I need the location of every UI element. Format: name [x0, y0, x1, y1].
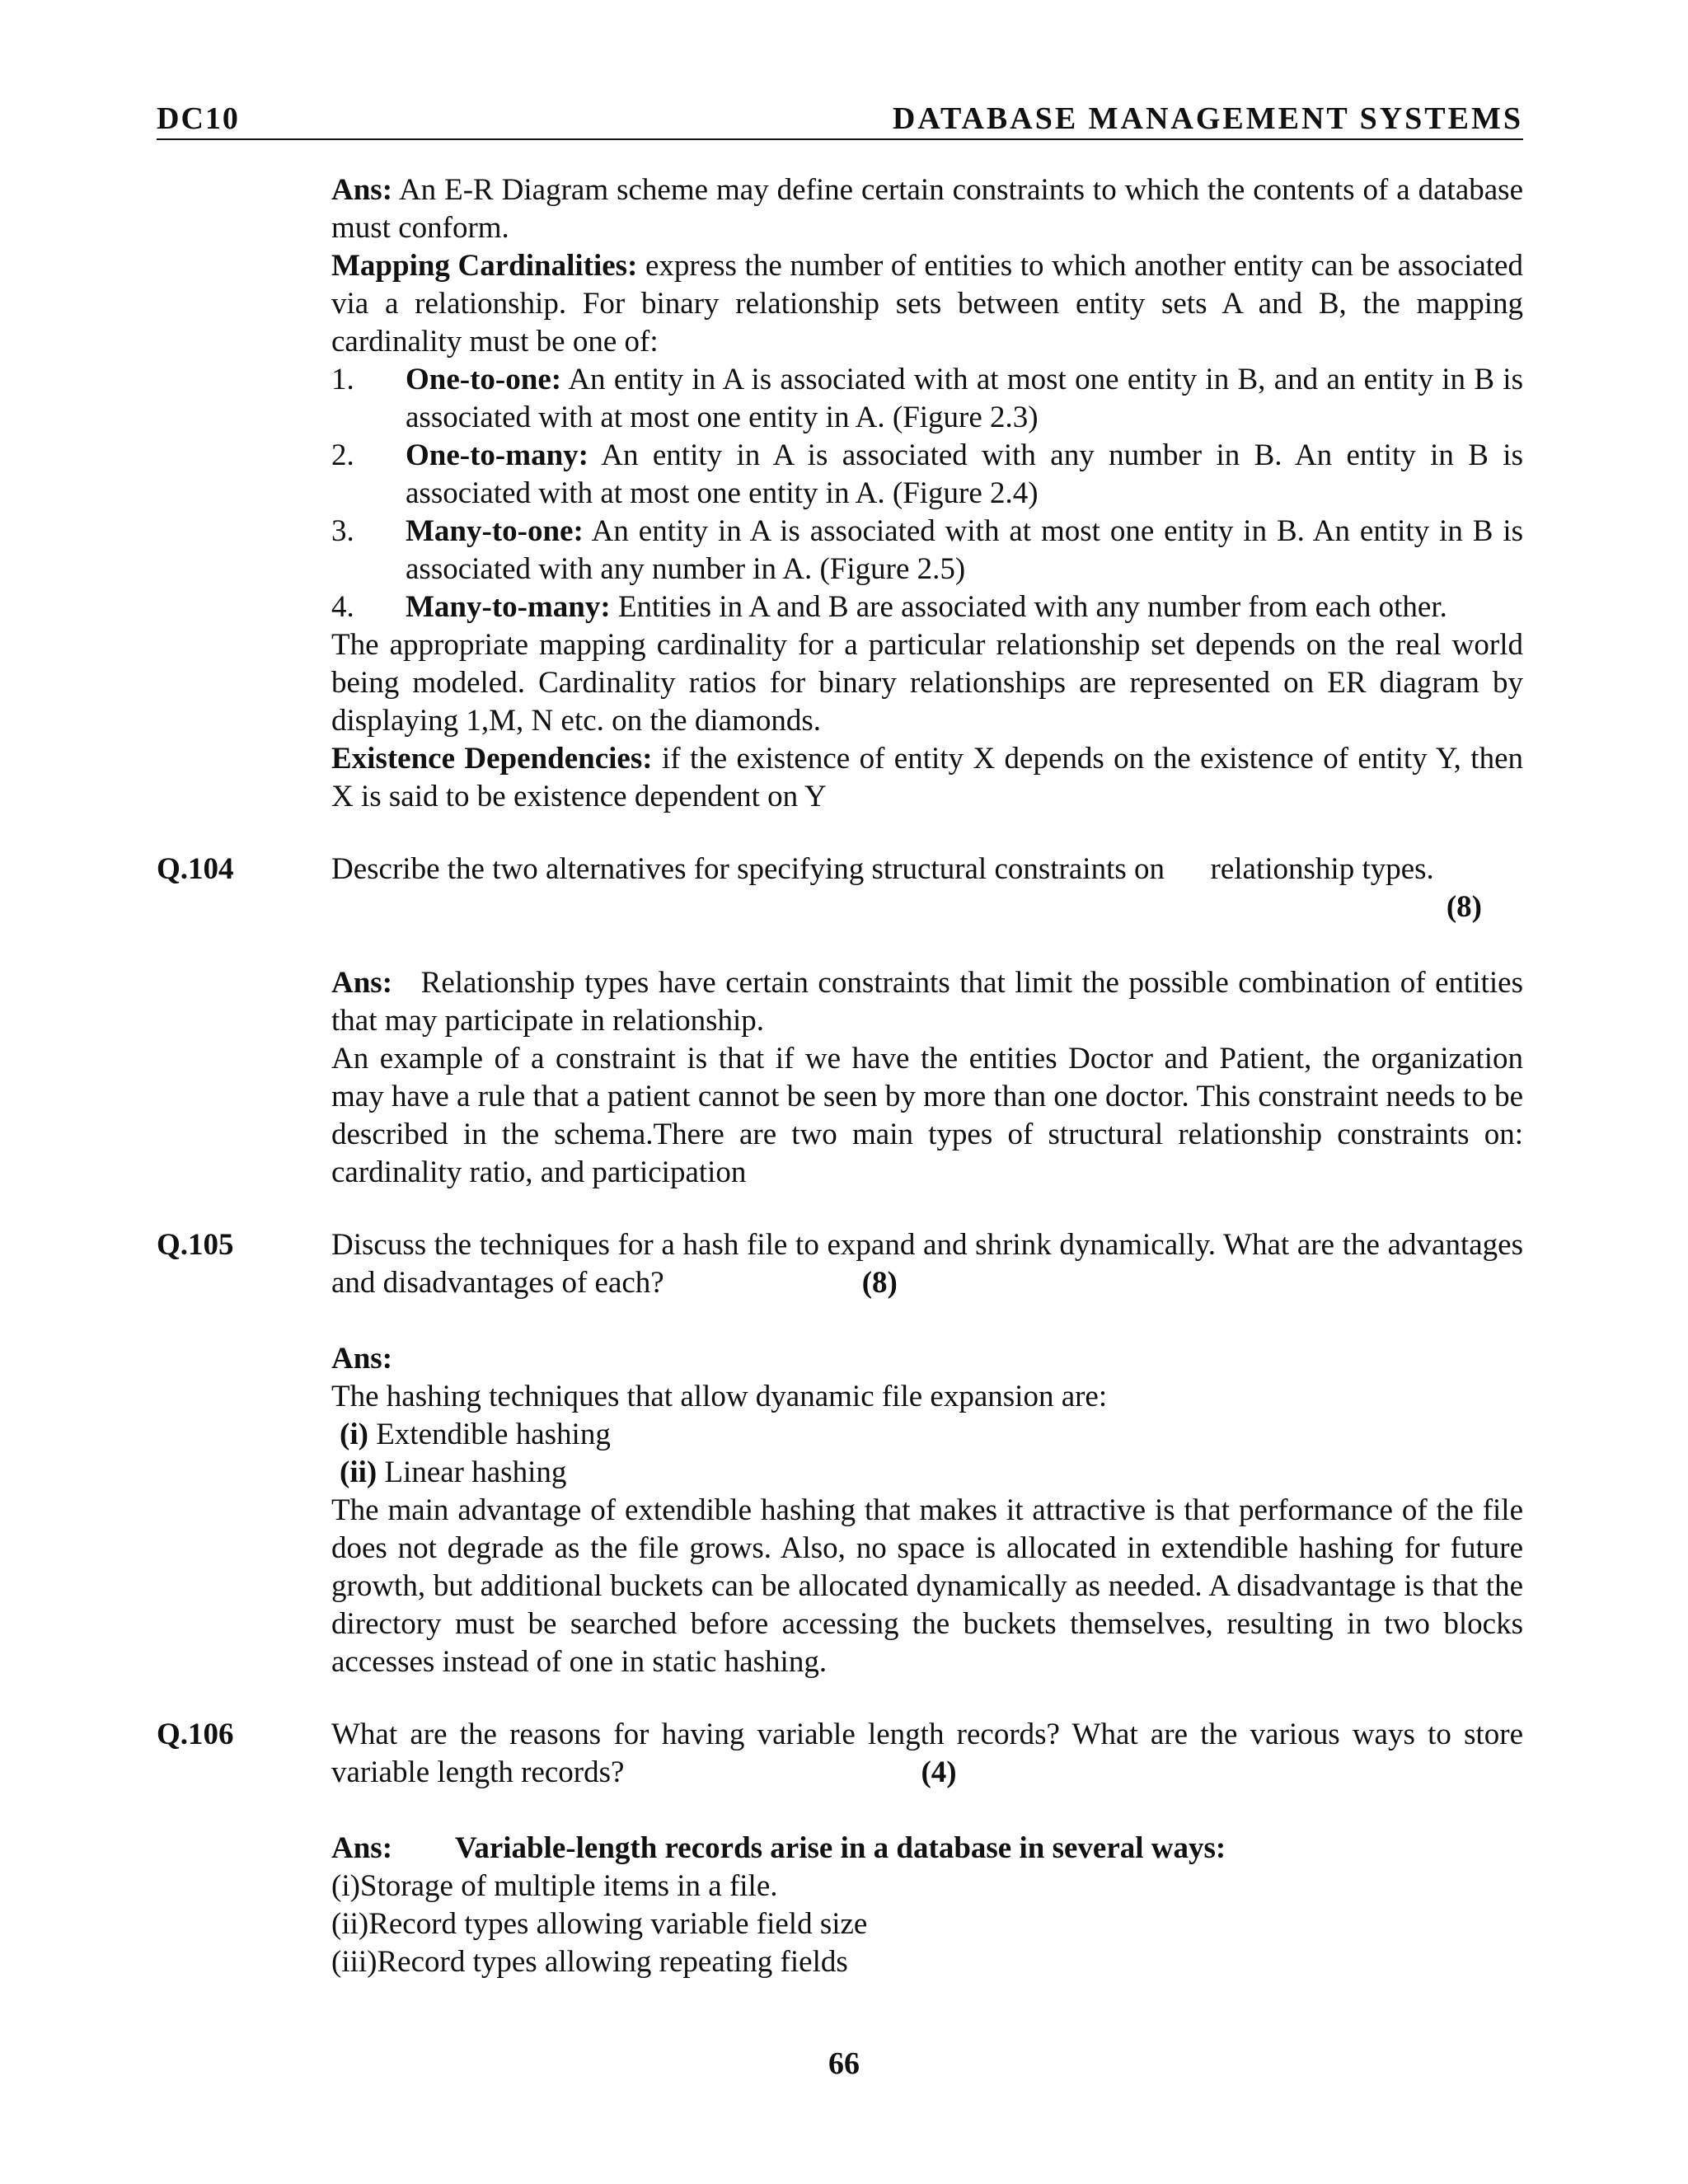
question-paragraph	[331, 1716, 1523, 1792]
intro-answer	[331, 171, 1523, 361]
question-text-block	[331, 1226, 1523, 1302]
list-item	[331, 361, 1523, 437]
list-item-text: Entities in A and B are associated with any number from each other.	[610, 590, 1447, 624]
item-label: (ii)	[340, 1455, 377, 1489]
list-item	[331, 437, 1523, 513]
question-106	[157, 1716, 1523, 1981]
page-number: 66	[828, 2046, 860, 2081]
ans-label: Ans:	[331, 1342, 393, 1376]
question-number: Q.105	[157, 1228, 234, 1262]
answer-paragraph	[331, 964, 1531, 1040]
answer-heading-text: Variable-length records arise in a database in several ways:	[455, 1831, 1226, 1865]
answer-item: (ii)Record types allowing variable field size	[331, 1907, 868, 1941]
ans-text: Relationship types have certain constraints that limit the possible combination of entities that may participate in relationship.	[331, 966, 1531, 1038]
question-marks: (8)	[861, 1266, 898, 1300]
item-text: Extendible hashing	[368, 1418, 611, 1451]
question-marks: (4)	[921, 1755, 957, 1789]
existence-text: if the existence of entity X depends on the existence of entity Y, then X is said to be existence dependent on Y	[331, 742, 1523, 813]
question-number: Q.106	[157, 1718, 234, 1751]
existence-label: Existence Dependencies:	[331, 742, 653, 776]
question-105	[157, 1226, 1523, 1681]
appropriate-paragraph: The appropriate mapping cardinality for a particular relationship set depends on the real world being modeled. Cardinality ratios for binary relationships are represented on ER diagram by displaying 1,M, N etc. on the diamonds.	[331, 628, 1523, 738]
question-text-block	[331, 1716, 1523, 1792]
existence-paragraph	[331, 740, 1523, 816]
question-marks: (8)	[1446, 890, 1482, 924]
list-item	[331, 513, 1523, 588]
answer-block	[331, 964, 1531, 1192]
question-104	[157, 851, 1531, 1192]
list-item-term: Many-to-one:	[406, 514, 584, 548]
answer-paragraph: The main advantage of extendible hashing that makes it attractive is that performance of the file does not degrade as the file grows. Also, no space is allocated in extendible hashing for future growth, but additional buckets can be allocated dynamically as needed. A disadvantage is that the directory must be searched before accessing the buckets themselves, resulting in two blocks accesses instead of one in static hashing.	[331, 1493, 1523, 1679]
intro-ans-paragraph	[331, 171, 1523, 247]
answer-item	[331, 1416, 1523, 1454]
list-item	[331, 588, 1523, 626]
list-item-number: 4.	[331, 590, 354, 624]
question-text-block	[331, 851, 1523, 926]
question-text: Discuss the techniques for a hash file to expand and shrink dynamically. What are the advantages and disadvantages of each?	[331, 1228, 1523, 1300]
answer-heading	[331, 1830, 1523, 1868]
question-number: Q.104	[157, 852, 234, 886]
list-item-term: One-to-many:	[406, 438, 588, 472]
answer-block	[331, 1830, 1523, 1981]
ans-label: Ans:	[331, 173, 393, 207]
question-text: What are the reasons for having variable length records? What are the various ways to store variable length records?	[331, 1718, 1523, 1789]
list-item-text: An entity in A is associated with any number in B. An entity in B is associated with at most one entity in A. (Figure 2.4)	[406, 438, 1523, 510]
page-header	[157, 97, 1523, 140]
item-text: Linear hashing	[377, 1455, 567, 1489]
item-label: (i)	[340, 1418, 368, 1451]
answer-block	[331, 1340, 1523, 1681]
list-item-term: Many-to-many:	[406, 590, 611, 624]
ans-label-line	[331, 1340, 1523, 1378]
mapping-text: express the number of entities to which another entity can be associated via a relationship. For binary relationship sets between entity sets A and B, the mapping cardinality must be one of:	[331, 249, 1523, 359]
answer-item: (iii)Record types allowing repeating fields	[331, 1945, 848, 1979]
intro-answer-continued	[331, 626, 1523, 816]
ans-text: An E-R Diagram scheme may define certain constraints to which the contents of a database must conform.	[331, 173, 1523, 245]
page-body	[157, 171, 1531, 1981]
list-item-text: An entity in A is associated with at most one entity in B, and an entity in B is associated with at most one entity in A. (Figure 2.3)	[406, 363, 1523, 434]
list-item-number: 3.	[331, 514, 354, 548]
cardinality-list	[331, 361, 1523, 626]
mapping-label: Mapping Cardinalities:	[331, 249, 638, 283]
answer-item	[331, 1454, 1523, 1492]
mapping-paragraph	[331, 247, 1523, 361]
question-paragraph	[331, 1226, 1523, 1302]
list-item-term: One-to-one:	[406, 363, 562, 396]
answer-paragraph-2: An example of a constraint is that if we have the entities Doctor and Patient, the organization may have a rule that a patient cannot be seen by more than one doctor. This constraint needs to be described in the schema.There are two main types of structural relationship constraints on: cardinality ratio, and participation	[331, 1042, 1523, 1189]
answer-line: The hashing techniques that allow dyanamic file expansion are:	[331, 1380, 1108, 1413]
list-item-number: 1.	[331, 363, 354, 396]
answer-item: (i)Storage of multiple items in a file.	[331, 1869, 778, 1903]
ans-label: Ans:	[331, 966, 393, 1000]
page-title: DATABASE MANAGEMENT SYSTEMS	[892, 101, 1523, 136]
ans-label: Ans:	[331, 1831, 393, 1865]
list-item-text: An entity in A is associated with at most one entity in B. An entity in B is associated with any number in A. (Figure 2.5)	[406, 514, 1523, 586]
course-code: DC10	[157, 101, 240, 136]
question-text: Describe the two alternatives for specifying structural constraints on relationship types.	[331, 852, 1434, 886]
list-item-number: 2.	[331, 438, 354, 472]
